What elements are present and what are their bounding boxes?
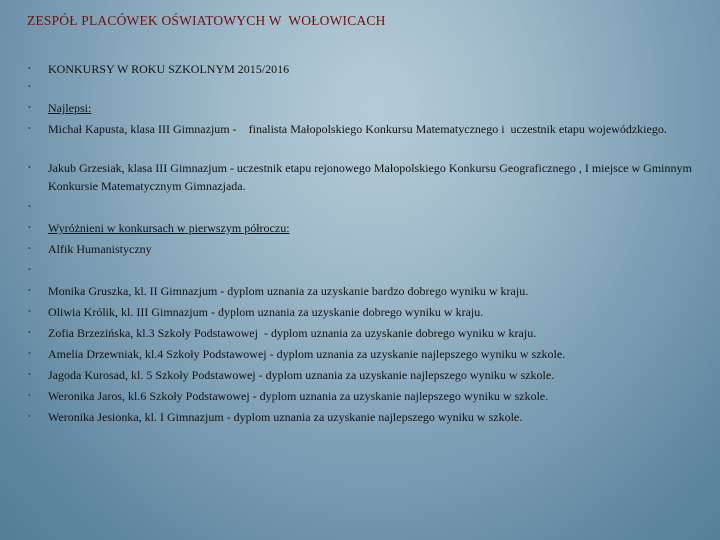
bullet-text: Alfik Humanistyczny bbox=[48, 242, 152, 256]
slide-title: ZESPÓŁ PLACÓWEK OŚWIATOWYCH W WOŁOWICACH bbox=[27, 13, 386, 28]
bullet-text: Jakub Grzesiak, klasa III Gimnazjum - uczestnik etapu rejonowego Małopolskiego Konkursu Geograficznego , I miejsce w Gminnym Konkursie Matematycznym Gimnazjada. bbox=[48, 161, 695, 193]
bullet-dot-icon: • bbox=[28, 64, 31, 73]
bullet-item bbox=[28, 282, 692, 302]
bullet-dot-icon: • bbox=[28, 265, 31, 274]
bullet-text: Najlepsi: bbox=[48, 101, 92, 115]
bullet-dot-icon: • bbox=[28, 124, 31, 133]
bullet-dot-icon: • bbox=[28, 103, 31, 112]
bullet-item bbox=[28, 345, 692, 365]
bullet-dot-icon: • bbox=[28, 82, 31, 91]
bullet-dot-icon: • bbox=[28, 412, 31, 421]
bullet-item-empty bbox=[28, 261, 692, 281]
bullet-dot-icon: • bbox=[28, 244, 31, 253]
bullet-item-distinguished-heading bbox=[28, 219, 692, 239]
bullet-text: KONKURSY W ROKU SZKOLNYM 2015/2016 bbox=[48, 62, 290, 76]
bullet-text: Jagoda Kurosad, kl. 5 Szkoły Podstawowej - dyplom uznania za uzyskanie najlepszego wyniku w szkole. bbox=[48, 368, 555, 382]
bullet-dot-icon: • bbox=[28, 328, 31, 337]
bullet-dot-icon: • bbox=[28, 286, 31, 295]
bullet-item-contest-name bbox=[28, 240, 692, 260]
bullet-text: Zofia Brzezińska, kl.3 Szkoły Podstawowej - dyplom uznania za uzyskanie dobrego wyniku w kraju. bbox=[48, 326, 537, 340]
bullet-item-heading bbox=[28, 60, 692, 80]
bullet-dot-icon: • bbox=[28, 307, 31, 316]
bullet-item bbox=[28, 366, 692, 386]
bullet-item bbox=[28, 387, 692, 407]
bullet-text: Wyróżnieni w konkursach w pierwszym półroczu: bbox=[48, 221, 290, 235]
bullet-item bbox=[28, 324, 692, 344]
bullet-text: Monika Gruszka, kl. II Gimnazjum - dyplom uznania za uzyskanie bardzo dobrego wyniku w kraju. bbox=[48, 284, 529, 298]
bullet-dot-icon: • bbox=[28, 223, 31, 232]
bullet-item bbox=[28, 408, 692, 428]
bullet-item-empty bbox=[28, 78, 692, 98]
bullet-item bbox=[28, 159, 695, 197]
bullet-dot-icon: • bbox=[28, 349, 31, 358]
bullet-text: Weronika Jesionka, kl. I Gimnazjum - dyplom uznania za uzyskanie najlepszego wyniku w szkole. bbox=[48, 410, 523, 424]
bullet-item bbox=[28, 303, 692, 323]
bullet-item-best-heading bbox=[28, 99, 692, 119]
bullet-text: Amelia Drzewniak, kl.4 Szkoły Podstawowej - dyplom uznania za uzyskanie najlepszego wyniku w szkole. bbox=[48, 347, 566, 361]
bullet-item-empty bbox=[28, 198, 692, 218]
bullet-dot-icon: • bbox=[28, 391, 31, 400]
bullet-text: Oliwia Królik, kl. III Gimnazjum - dyplom uznania za uzyskanie dobrego wyniku w kraju. bbox=[48, 305, 484, 319]
bullet-dot-icon: • bbox=[28, 370, 31, 379]
bullet-text: Weronika Jaros, kl.6 Szkoły Podstawowej - dyplom uznania za uzyskanie najlepszego wyniku w szkole. bbox=[48, 389, 549, 403]
bullet-dot-icon: • bbox=[28, 202, 31, 211]
bullet-item bbox=[28, 120, 692, 158]
bullet-text: Michał Kapusta, klasa III Gimnazjum - finalista Małopolskiego Konkursu Matematycznego i uczestnik etapu wojewódzkiego. bbox=[48, 122, 667, 136]
bullet-dot-icon: • bbox=[28, 163, 31, 172]
bullet-list bbox=[28, 60, 695, 429]
